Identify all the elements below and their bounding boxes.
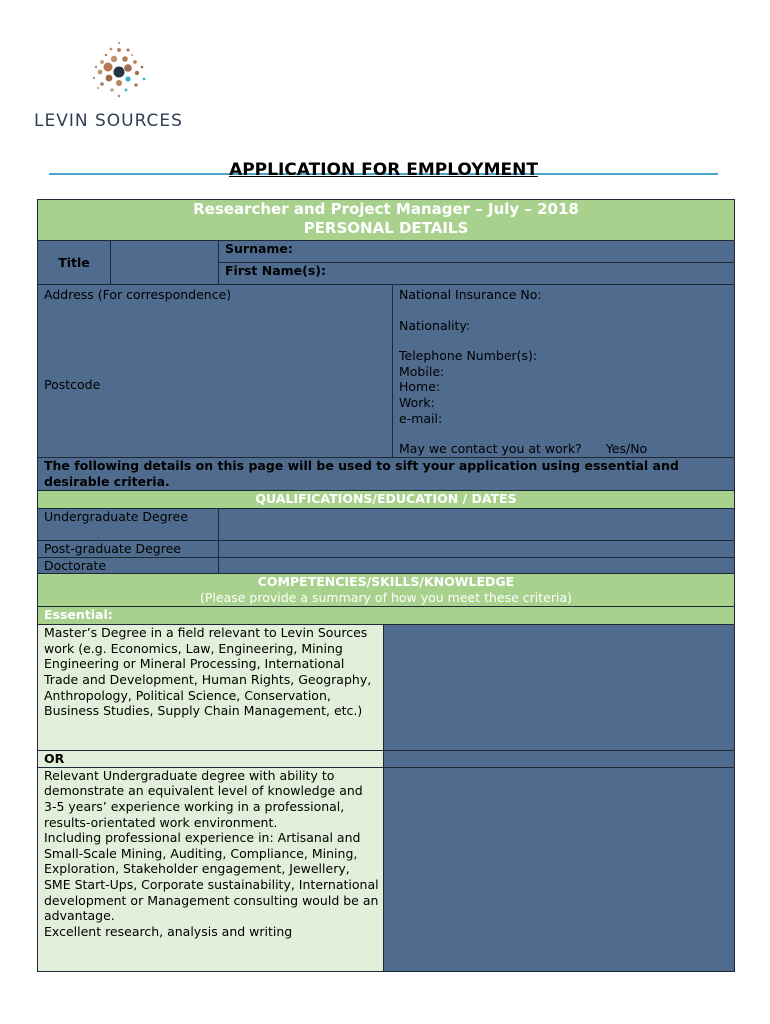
sift-note: The following details on this page will be used to sift your application using essential and desirable criteria.: [38, 458, 735, 491]
qualifications-header: QUALIFICATIONS/EDUCATION / DATES: [38, 491, 735, 509]
application-form: [37, 199, 735, 972]
email-label: e-mail:: [399, 410, 443, 426]
contact-at-work-label: May we contact you at work?: [399, 441, 582, 457]
logo-dots-icon: [84, 40, 154, 105]
qualification-doctorate-field[interactable]: [219, 557, 735, 574]
qualification-undergraduate-field[interactable]: [219, 509, 735, 541]
competencies-header: [38, 574, 735, 607]
mobile-label: Mobile:: [399, 363, 445, 379]
contact-at-work-row: [399, 441, 728, 457]
form-banner: [38, 200, 735, 241]
levin-sources-logo: [34, 40, 214, 140]
address-label: Address (For correspondence): [44, 287, 232, 302]
page-title: APPLICATION FOR EMPLOYMENT: [229, 160, 538, 180]
qualification-postgraduate-label: Post-graduate Degree: [38, 541, 219, 558]
competencies-title: COMPETENCIES/SKILLS/KNOWLEDGE: [257, 574, 515, 590]
address-field[interactable]: [38, 285, 393, 458]
competencies-subtitle: (Please provide a summary of how you meet these criteria): [200, 589, 572, 605]
ni-label: National Insurance No:: [399, 287, 542, 302]
first-names-field[interactable]: First Name(s):: [219, 263, 735, 285]
qualification-postgraduate-field[interactable]: [219, 541, 735, 558]
qualification-doctorate-label: Doctorate: [38, 557, 219, 574]
qualification-undergraduate-label: Undergraduate Degree: [38, 509, 219, 541]
title-block: [49, 160, 718, 188]
section-personal-details: PERSONAL DETAILS: [303, 219, 469, 237]
or-label: OR: [38, 751, 384, 768]
surname-field[interactable]: Surname:: [219, 241, 735, 263]
job-title: Researcher and Project Manager – July – 2018: [193, 200, 579, 218]
contact-at-work-options[interactable]: Yes/No: [605, 441, 648, 457]
work-label: Work:: [399, 394, 435, 410]
contact-details-field[interactable]: [393, 285, 735, 458]
title-label: Title: [38, 241, 111, 285]
criterion-undergraduate: Relevant Undergraduate degree with ability to demonstrate an equivalent level of knowledge and 3-5 years’ experience working in a professional, results-orientated work environment. Including professional experience in: Artisanal and Small-Scale Mining, Auditing, Compliance, Mining, Exploration, Stakeholder engagement, Jewellery, SME Start-Ups, Corporate sustainability, International development or Management consulting would be an advantage. Excellent research, analysis and writing: [38, 767, 384, 971]
home-label: Home:: [399, 379, 441, 395]
logo-wordmark: LEVIN SOURCES: [34, 111, 183, 131]
title-field[interactable]: [111, 241, 219, 285]
or-response: [384, 751, 735, 768]
postcode-label: Postcode: [44, 376, 101, 392]
telephone-label: Telephone Number(s):: [399, 348, 538, 364]
criterion-masters-response[interactable]: [384, 625, 735, 751]
nationality-label: Nationality:: [399, 317, 471, 333]
criterion-undergraduate-response[interactable]: [384, 767, 735, 971]
essential-label: Essential:: [38, 607, 735, 625]
criterion-masters: Master’s Degree in a field relevant to Levin Sources work (e.g. Economics, Law, Engineering, Mining Engineering or Mineral Processing, International Trade and Development, Human Rights, Geography, Anthropology, Political Science, Conservation, Business Studies, Supply Chain Management, etc.): [38, 625, 384, 751]
